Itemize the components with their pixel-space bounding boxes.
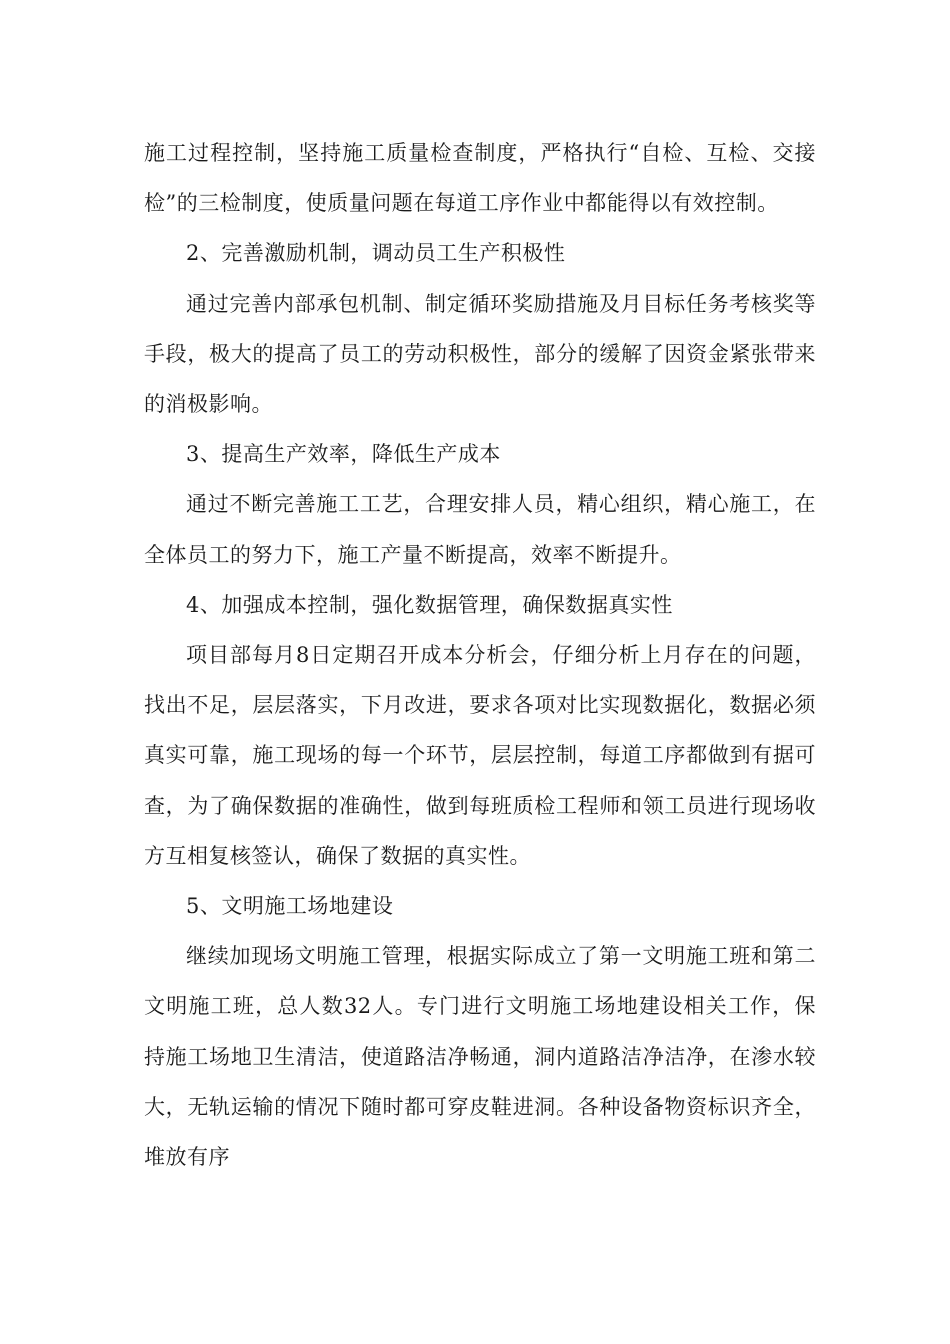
paragraph-cost-control: 项目部每月8日定期召开成本分析会，仔细分析上月存在的问题，找出不足，层层落实，下月改进，要求各项对比实现数据化，数据必须真实可靠，施工现场的每一个环节，层层控制，每道工序都做到有据可查，为了确保数据的准确性，做到每班质检工程师和领工员进行现场收方互相复核签认，确保了数据的真实性。 <box>144 643 816 868</box>
section-heading-efficiency: 3、提高生产效率，降低生产成本 <box>186 442 501 467</box>
paragraph-efficiency: 通过不断完善施工工艺，合理安排人员，精心组织，精心施工，在全体员工的努力下，施工产量不断提高，效率不断提升。 <box>144 492 816 567</box>
paragraph-incentive: 通过完善内部承包机制、制定循环奖励措施及月目标任务考核奖等手段，极大的提高了员工的劳动积极性，部分的缓解了因资金紧张带来的消极影响。 <box>144 291 816 417</box>
section-heading-civilized-construction: 5、文明施工场地建设 <box>186 894 394 919</box>
section-heading-incentive: 2、完善激励机制，调动员工生产积极性 <box>186 241 566 266</box>
paragraph-civilized-construction: 继续加现场文明施工管理，根据实际成立了第一文明施工班和第二文明施工班，总人数32人。专门进行文明施工场地建设相关工作，保持施工场地卫生清洁，使道路洁净畅通，洞内道路洁净洁净，在渗水较大，无轨运输的情况下随时都可穿皮鞋进洞。各种设备物资标识齐全，堆放有序 <box>144 944 816 1170</box>
paragraph-quality-control: 施工过程控制，坚持施工质量检查制度，严格执行“自检、互检、交接检”的三检制度，使质量问题在每道工序作业中都能得以有效控制。 <box>144 141 816 216</box>
section-heading-cost-control: 4、加强成本控制，强化数据管理，确保数据真实性 <box>186 592 673 617</box>
document-body <box>144 128 816 1182</box>
